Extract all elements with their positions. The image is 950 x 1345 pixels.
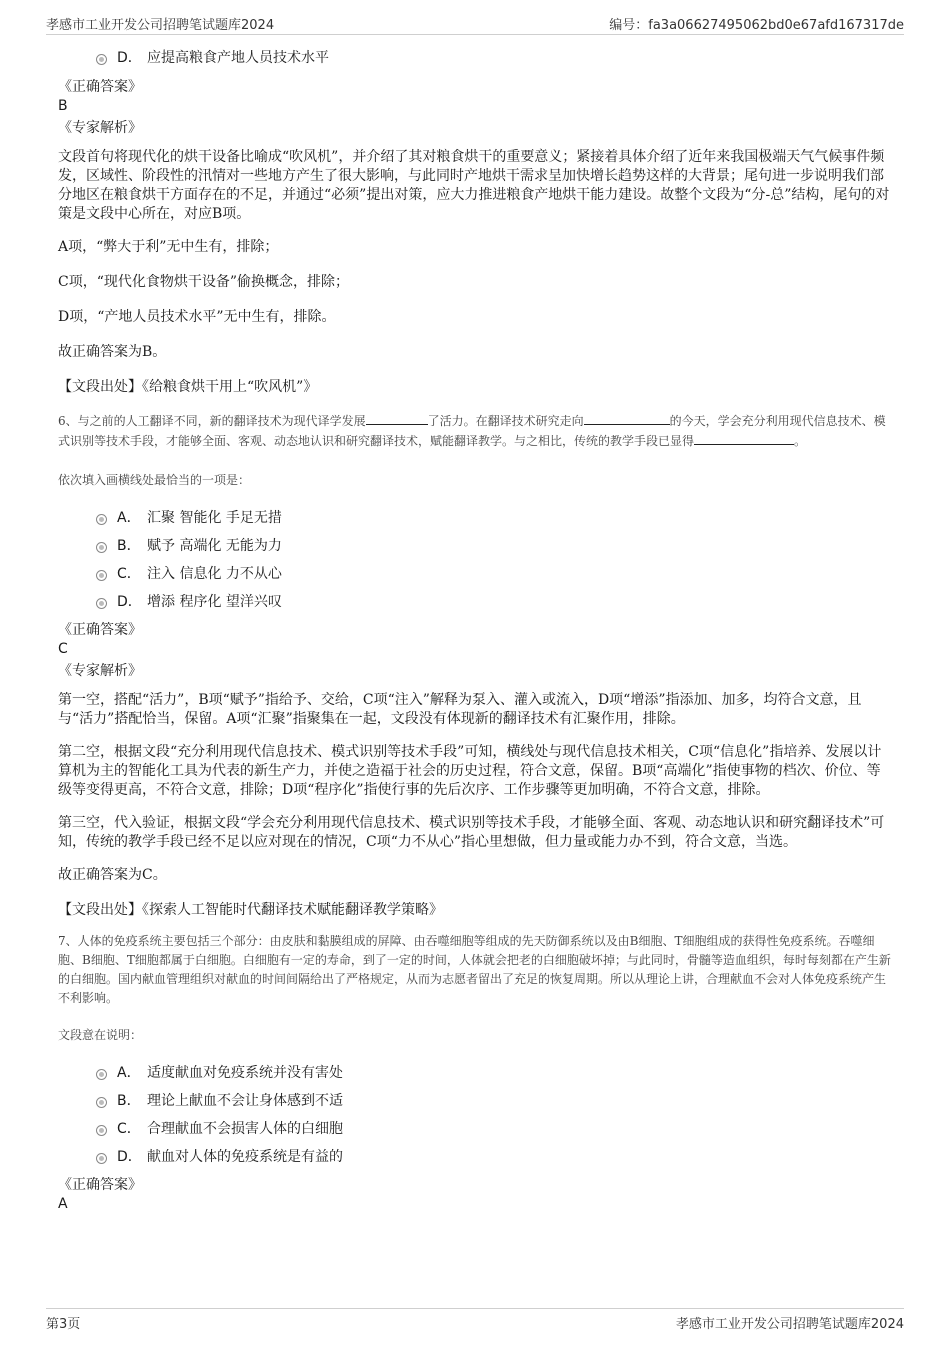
blank-1 <box>366 412 428 425</box>
q6-source: 【文段出处】《探索人工智能时代翻译技术赋能翻译教学策略》 <box>58 902 443 918</box>
q6-conclusion: 故正确答案为C。 <box>58 867 167 883</box>
answer-label: 《正确答案》 <box>58 1177 142 1193</box>
radio-icon[interactable] <box>96 1097 107 1108</box>
q6-option-a[interactable]: A． 汇聚 智能化 手足无措 <box>58 503 894 531</box>
q5-option-d[interactable]: D． 应提高粮食产地人员技术水平 <box>58 43 894 71</box>
q5-source: 【文段出处】《给粮食烘干用上“吹风机”》 <box>58 379 318 395</box>
radio-icon[interactable] <box>96 1125 107 1136</box>
q6-option-d[interactable]: D． 增添 程序化 望洋兴叹 <box>58 587 894 615</box>
q7-option-b[interactable]: B． 理论上献血不会让身体感到不适 <box>58 1086 894 1114</box>
page-footer <box>46 1313 904 1331</box>
q7-instruction: 文段意在说明： <box>58 1028 143 1042</box>
radio-icon[interactable] <box>96 514 107 525</box>
q6-option-c[interactable]: C． 注入 信息化 力不从心 <box>58 559 894 587</box>
q7-options <box>58 1058 894 1170</box>
q5-answer: B <box>58 98 68 114</box>
radio-icon[interactable] <box>96 598 107 609</box>
q7-option-a[interactable]: A． 适度献血对免疫系统并没有害处 <box>58 1058 894 1086</box>
q7-option-c[interactable]: C． 合理献血不会损害人体的白细胞 <box>58 1114 894 1142</box>
footer-title: 孝感市工业开发公司招聘笔试题库2024 <box>675 1317 904 1332</box>
q5-conclusion: 故正确答案为B。 <box>58 344 167 360</box>
document-id: 编号：fa3a06627495062bd0e67afd167317de <box>609 18 904 33</box>
radio-icon[interactable] <box>96 1153 107 1164</box>
answer-label: 《正确答案》 <box>58 79 142 95</box>
q6-question: 6、与之前的人工翻译不同，新的翻译技术为现代译学发展 了活力。在翻译技术研究走向 的今天，学会充分利用现代信息技术、模式识别等技术手段，才能够全面、客观、动态地认识和研究翻译技术，赋能翻译教学。与之相比，传统的教学手段已显得 。 <box>58 414 886 448</box>
q5-analysis-a: A项，“弊大于利”无中生有，排除； <box>58 239 279 255</box>
q6-instruction: 依次填入画横线处最恰当的一项是： <box>58 473 251 487</box>
page-header <box>46 14 904 34</box>
q7-answer: A <box>58 1196 68 1212</box>
header-divider <box>46 34 904 35</box>
analysis-label: 《专家解析》 <box>58 663 142 679</box>
q7-option-d[interactable]: D． 献血对人体的免疫系统是有益的 <box>58 1142 894 1170</box>
header-title: 孝感市工业开发公司招聘笔试题库2024 <box>46 18 275 33</box>
q5-analysis-main: 文段首句将现代化的烘干设备比喻成“吹风机”，并介绍了其对粮食烘干的重要意义；紧接着具体介绍了近年来我国极端天气气候事件频发，区域性、阶段性的汛情对一些地方产生了很大影响，与此同时产地烘干需求呈加快增长趋势这样的大背景；尾句进一步说明我们部分地区在粮食烘干方面存在的不足，并通过“必须”提出对策，应大力推进粮食产地烘干能力建设。故整个文段为“分-总”结构，尾句的对策是文段中心所在，对应B项。 <box>58 149 890 222</box>
q6-option-b[interactable]: B． 赋予 高端化 无能为力 <box>58 531 894 559</box>
q6-analysis-blank2: 第二空，根据文段“充分利用现代信息技术、模式识别等技术手段”可知，横线处与现代信息技术相关，C项“信息化”指培养、发展以计算机为主的智能化工具为代表的新生产力，并使之造福于社会的历史过程，符合文意，保留。B项“高端化”指使事物的档次、价位、等级等变得更高，不符合文意，排除；D项“程序化”指使行事的先后次序、工作步骤等更加明确，不符合文意，排除。 <box>58 744 882 798</box>
blank-2 <box>584 412 670 425</box>
page-number: 第3页 <box>46 1317 81 1332</box>
q6-analysis-blank1: 第一空，搭配“活力”，B项“赋予”指给予、交给，C项“注入”解释为泵入、灌入或流入，D项“增添”指添加、加多，均符合文意，且与“活力”搭配恰当，保留。A项“汇聚”指聚集在一起，文段没有体现新的翻译技术有汇聚作用，排除。 <box>58 692 862 727</box>
q6-answer: C <box>58 641 68 657</box>
q6-options <box>58 503 894 615</box>
blank-3 <box>694 432 794 445</box>
radio-icon[interactable] <box>96 542 107 553</box>
page-content <box>58 40 894 1213</box>
q7-question: 7、人体的免疫系统主要包括三个部分：由皮肤和黏膜组成的屏障、由吞噬细胞等组成的先天防御系统以及由B细胞、T细胞组成的获得性免疫系统。吞噬细胞、B细胞、T细胞都属于白细胞。白细胞有一定的寿命，到了一定的时间，人体就会把老的白细胞破坏掉；与此同时，骨髓等造血组织，每时每刻都在产生新的白细胞。国内献血管理组织对献血的时间间隔给出了严格规定，从而为志愿者留出了充足的恢复周期。所以从理论上讲，合理献血不会对人体免疫系统产生不利影响。 <box>58 934 891 1005</box>
analysis-label: 《专家解析》 <box>58 120 142 136</box>
q5-analysis-d: D项，“产地人员技术水平”无中生有，排除。 <box>58 309 336 325</box>
radio-icon[interactable] <box>96 54 107 65</box>
answer-label: 《正确答案》 <box>58 622 142 638</box>
radio-icon[interactable] <box>96 1069 107 1080</box>
footer-divider <box>46 1308 904 1309</box>
radio-icon[interactable] <box>96 570 107 581</box>
q5-analysis-c: C项，“现代化食物烘干设备”偷换概念，排除； <box>58 274 350 290</box>
q6-analysis-blank3: 第三空，代入验证，根据文段“学会充分利用现代信息技术、模式识别等技术手段，才能够全面、客观、动态地认识和研究翻译技术”可知，传统的教学手段已经不足以应对现在的情况，C项“力不从心”指心里想做，但力量或能力办不到，符合文意，当选。 <box>58 815 885 850</box>
